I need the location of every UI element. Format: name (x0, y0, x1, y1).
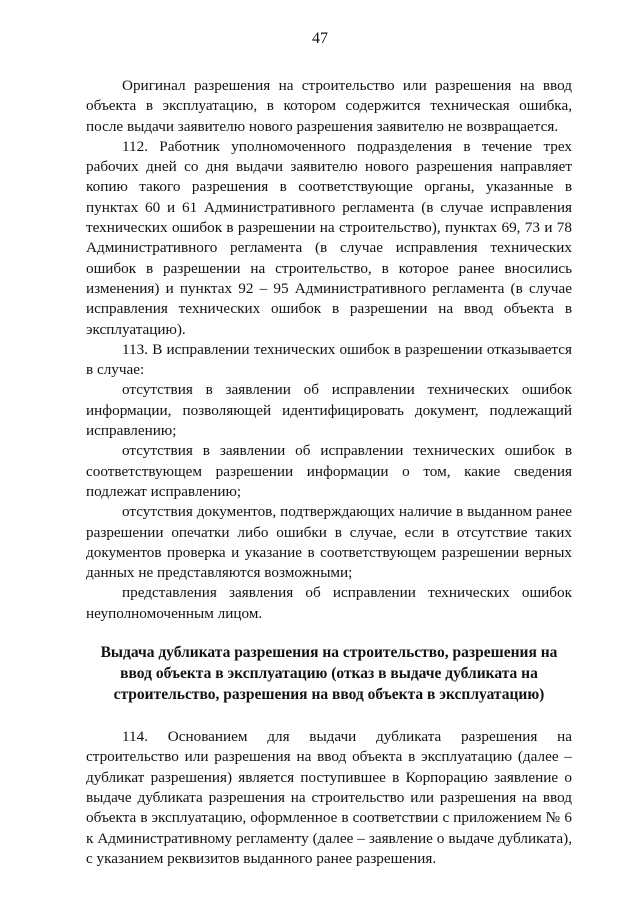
paragraph-113: 113. В исправлении технических ошибок в разрешении отказывается в случае: (86, 340, 572, 379)
paragraph-original-not-returned: Оригинал разрешения на строительство или разрешения на ввод объекта в эксплуатацию, в котором содержится техническая ошибка, после выдачи заявителю нового разрешения заявителю не возвращается. (86, 77, 572, 135)
refusal-reason-2: отсутствия в заявлении об исправлении технических ошибок в соответствующем разрешении информации о том, какие сведения подлежат исправлению; (86, 442, 572, 500)
paragraph-112: 112. Работник уполномоченного подразделения в течение трех рабочих дней со дня выдачи заявителю нового разрешения направляет копию такого разрешения в соответствующие органы, указанные в пунктах 60 и 61 Административного регламента (в случае исправления технических ошибок в разрешении на строительство), пунктах 69, 73 и 78 Административного регламента (в случае исправления технических ошибок в разрешении на строительство, в которое ранее вносились изменения) и пунктах 92 – 95 Административного регламента (в случае исправления технических ошибок в разрешении на ввод объекта в эксплуатацию). (86, 137, 572, 338)
refusal-reason-1: отсутствия в заявлении об исправлении технических ошибок информации, позволяющей идентифицировать документ, подлежащий исправлению; (86, 381, 572, 440)
refusal-reason-4: представления заявления об исправлении технических ошибок неуполномоченным лицом. (86, 584, 572, 622)
paragraph-114: 114. Основанием для выдачи дубликата разрешения на строительство или разрешения на ввод объекта в эксплуатацию (далее – дубликат разрешения) является поступившее в Корпорацию заявление о выдаче дубликата разрешения на строительство или разрешения на ввод объекта в эксплуатацию, оформленное в соответствии с приложением № 6 к Административному регламенту (далее – заявление о выдаче дубликата), с указанием реквизитов выданного ранее разрешения. (86, 728, 572, 867)
section-heading: Выдача дубликата разрешения на строительство, разрешения на ввод объекта в эксплуатацию (отказ в выдаче дубликата на строительство, разрешения на ввод объекта в эксплуатацию) (100, 644, 558, 704)
refusal-reason-3: отсутствия документов, подтверждающих наличие в выданном ранее разрешении опечатки либо ошибки в случае, если в отсутствие таких документов проверка и указание в соответствующем разрешении верных данных не представляются возможными; (86, 503, 572, 582)
document-body (86, 76, 572, 869)
page-number: 47 (312, 30, 328, 47)
